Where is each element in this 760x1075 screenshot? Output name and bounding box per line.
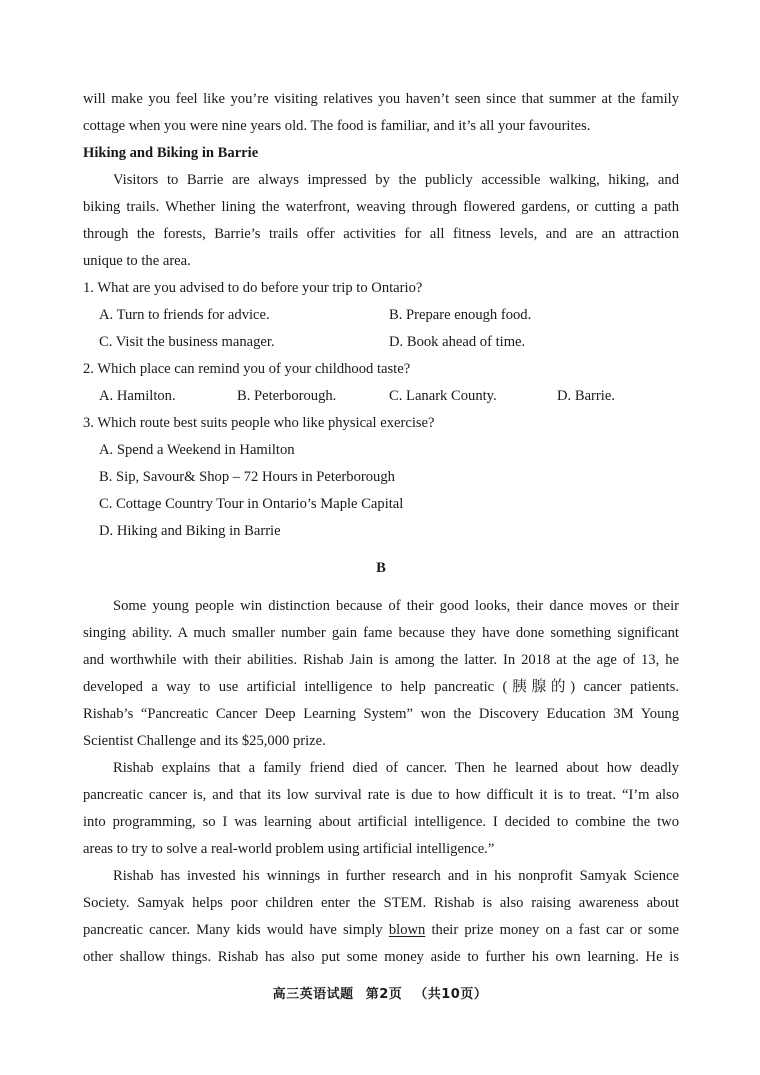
option-b: B. Prepare enough food.	[389, 307, 532, 323]
section-heading: Hiking and Biking in Barrie	[83, 145, 259, 161]
paragraph-line: Rishab’s “Pancreatic Cancer Deep Learning System” won the Discovery Education 3M Young	[83, 706, 679, 722]
question-stem: 1. What are you advised to do before your trip to Ontario?	[83, 280, 423, 296]
paragraph-line: biking trails. Whether lining the waterfront, weaving through flowered gardens, or cutting a path	[83, 199, 679, 215]
underlined-word: blown	[388, 922, 426, 938]
option-a: A. Turn to friends for advice.	[99, 307, 270, 323]
page-footer	[0, 983, 760, 1002]
paragraph-line: and worthwhile with their abilities. Rishab Jain is among the latter. In 2018 at the age of 13, he	[83, 652, 679, 668]
option-b: B. Sip, Savour& Shop – 72 Hours in Peterborough	[99, 469, 395, 485]
paragraph-line: into programming, so I was learning about artificial intelligence. I decided to combine the two	[83, 814, 679, 830]
paragraph-line: Visitors to Barrie are always impressed by the publicly accessible walking, hiking, and	[113, 172, 679, 188]
intro-line: cottage when you were nine years old. The food is familiar, and it’s all your favourites.	[83, 118, 591, 134]
option-c: C. Cottage Country Tour in Ontario’s Maple Capital	[99, 496, 404, 512]
question-stem: 2. Which place can remind you of your childhood taste?	[83, 361, 411, 377]
text-run: their prize money on a fast car or some	[425, 922, 679, 938]
paragraph-line: through the forests, Barrie’s trails offer activities for all fitness levels, and are an attraction	[83, 226, 679, 242]
paragraph-line: areas to try to solve a real-world problem using artificial intelligence.”	[83, 841, 495, 857]
paragraph-line: Scientist Challenge and its $25,000 prize.	[83, 733, 326, 749]
option-c: C. Visit the business manager.	[99, 334, 275, 350]
option-d: D. Book ahead of time.	[389, 334, 526, 350]
paragraph-line: Rishab explains that a family friend died of cancer. Then he learned about how deadly	[113, 760, 679, 776]
text-run: pancreatic cancer. Many kids would have simply	[83, 922, 389, 938]
option-d: D. Hiking and Biking in Barrie	[99, 523, 281, 539]
paragraph-line: unique to the area.	[83, 253, 191, 269]
option-b: B. Peterborough.	[237, 388, 337, 404]
intro-line: will make you feel like you’re visiting relatives you haven’t seen since that summer at the family	[83, 91, 679, 107]
options-row	[83, 383, 679, 410]
paragraph-line: Rishab has invested his winnings in further research and in his nonprofit Samyak Science	[113, 868, 679, 884]
paragraph-line: other shallow things. Rishab has also put some money aside to further his own learning. He is	[83, 949, 679, 965]
document-page	[83, 86, 679, 971]
paragraph-line: Society. Samyak helps poor children enter the STEM. Rishab is also raising awareness about	[83, 895, 679, 911]
option-a: A. Hamilton.	[99, 388, 176, 404]
option-c: C. Lanark County.	[389, 388, 497, 404]
question-stem: 3. Which route best suits people who like physical exercise?	[83, 415, 435, 431]
footer-page-number: 第2页	[365, 987, 403, 1002]
option-a: A. Spend a Weekend in Hamilton	[99, 442, 295, 458]
section-letter: B	[376, 560, 386, 576]
paragraph-line: pancreatic cancer is, and that its low survival rate is due to how difficult it is to treat. “I’m also	[83, 787, 679, 803]
options-row	[83, 329, 679, 356]
paragraph-line: developed a way to use artificial intelligence to help pancreatic (胰腺的) cancer patients.	[83, 679, 679, 695]
paragraph-line: singing ability. A much smaller number gain fame because they have done something significant	[83, 625, 679, 641]
options-row	[83, 302, 679, 329]
paragraph-line	[83, 917, 679, 944]
footer-title: 高三英语试题	[272, 987, 354, 1002]
paragraph-line: Some young people win distinction because of their good looks, their dance moves or their	[113, 598, 679, 614]
option-d: D. Barrie.	[557, 388, 615, 404]
footer-total-pages: （共10页）	[414, 987, 488, 1002]
